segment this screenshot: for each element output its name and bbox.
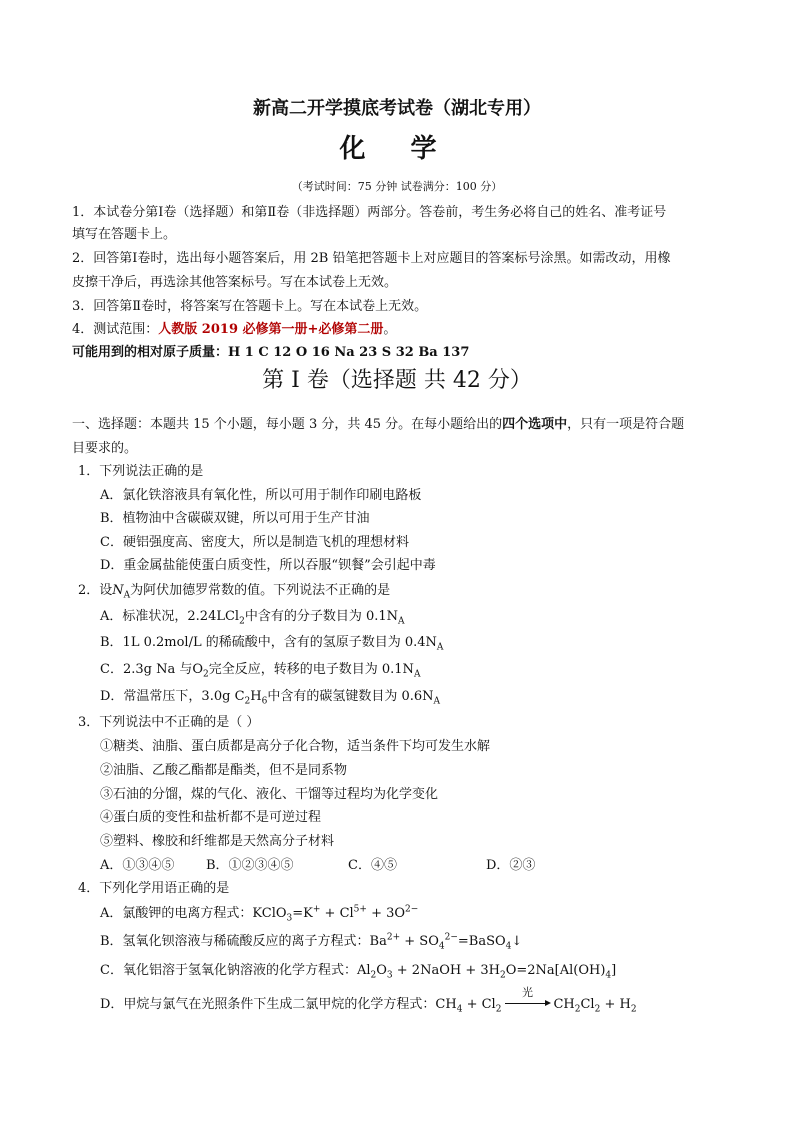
formula: + Cl	[462, 997, 496, 1012]
section-intro	[72, 416, 684, 434]
question-3-item-2: ②油脂、乙酸乙酯都是酯类，但不是同系物	[100, 763, 348, 778]
question-3-option-b: B．①②③④⑤	[206, 858, 294, 873]
opt-text: A．氯酸钾的电离方程式：KClO	[100, 906, 287, 921]
question-2-option-d	[100, 688, 440, 706]
question-2-stem	[78, 582, 390, 600]
opt-text: 完全反应，转移的电子数目为 0.1N	[208, 662, 414, 677]
scope-suffix: 。	[383, 322, 397, 337]
formula-sub: 2	[203, 669, 209, 680]
formula-sub: 4	[438, 941, 445, 952]
formula: O	[192, 662, 204, 677]
opt-text: B．1L 0.2mol/L 的稀硫酸中，含有的氢原子数目为 0.4N	[100, 635, 437, 650]
question-1-option-c: C．硬铝强度高、密度大，所以是制造飞机的理想材料	[100, 535, 409, 550]
opt-text: C．氧化铝溶于氢氧化钠溶液的化学方程式：Al	[100, 963, 371, 978]
formula-sub: 6	[261, 696, 268, 707]
formula: C	[234, 689, 245, 704]
question-3-stem: 3．下列说法中不正确的是（ ）	[78, 715, 260, 730]
formula-sup: 2−	[405, 904, 419, 915]
formula: Cl	[580, 997, 595, 1012]
note-line: 1．本试卷分第Ⅰ卷（选择题）和第Ⅱ卷（非选择题）两部分。答卷前，考生务必将自己的姓名、准考证号	[72, 205, 667, 220]
formula: + SO	[400, 934, 439, 949]
atomic-masses: 可能用到的相对原子质量：H 1 C 12 O 16 Na 23 S 32 Ba 137	[72, 345, 470, 360]
formula-sub: 2	[370, 970, 377, 981]
subject-heading: 化 学	[339, 134, 455, 164]
opt-text: 中含有的分子数目为 0.1N	[244, 609, 398, 624]
formula-sub: A	[433, 696, 441, 707]
formula-sub: 2	[574, 1004, 581, 1015]
opt-text: A．标准状况，2.24L	[100, 609, 225, 624]
opt-text: D．常温常压下，3.0g	[100, 689, 231, 704]
reaction-condition: 光	[521, 986, 533, 999]
question-1-option-b: B．植物油中含碳碳双键，所以可用于生产甘油	[100, 511, 370, 526]
formula-sub: 2	[244, 696, 251, 707]
intro-text: ，只有一项是符合题	[567, 417, 685, 432]
formula-sub: 4	[605, 970, 612, 981]
formula: =K	[292, 906, 313, 921]
formula: + Cl	[320, 906, 354, 921]
formula-sub: 3	[286, 913, 293, 924]
note-line: 2．回答第Ⅰ卷时，选出每小题答案后，用 2B 铅笔把答题卡上对应题目的答案标号涂黑。如需改动，用橡	[72, 251, 671, 266]
question-4-option-d	[100, 986, 637, 1015]
opt-text: 中含有的碳氢键数目为 0.6N	[267, 689, 434, 704]
formula-sub: 2	[594, 1004, 601, 1015]
test-scope	[72, 321, 396, 339]
formula-sub: 2	[239, 616, 245, 627]
question-4-option-a	[100, 905, 418, 923]
question-1-stem: 1．下列说法正确的是	[78, 464, 204, 479]
question-1-option-a: A．氯化铁溶液具有氧化性，所以可用于制作印刷电路板	[100, 488, 422, 503]
question-4-option-b	[100, 933, 522, 951]
intro-emphasis: 四个选项中	[502, 417, 568, 432]
scope-value: 人教版 2019 必修第一册+必修第二册	[158, 322, 384, 337]
section-intro-line2: 目要求的。	[72, 441, 138, 456]
formula-sup: 5+	[353, 904, 367, 915]
formula-sub: 4	[505, 941, 512, 952]
intro-text: 一、选择题：本题共 15 个小题，每小题 3 分，共 45 分。在每小题给出的	[72, 417, 503, 432]
question-3-item-1: ①糖类、油脂、蛋白质都是高分子化合物，适当条件下均可发生水解	[100, 739, 491, 754]
stem-text: 2．设	[78, 583, 113, 598]
opt-text: C．2.3g Na 与	[100, 662, 193, 677]
question-4-stem: 4．下列化学用语正确的是	[78, 881, 230, 896]
formula: Cl	[224, 609, 240, 624]
formula: + H	[600, 997, 631, 1012]
formula: ↓	[511, 934, 523, 949]
question-3-option-a: A．①③④⑤	[100, 858, 175, 873]
note-line: 皮擦干净后，再选涂其他答案标号。写在本试卷上无效。	[72, 275, 398, 290]
note-line: 3．回答第Ⅱ卷时，将答案写在答题卡上。写在本试卷上无效。	[72, 299, 428, 314]
var-na-sub: A	[123, 590, 131, 601]
question-3-option-c: C．④⑤	[348, 858, 397, 873]
formula-sup: +	[312, 904, 321, 915]
opt-text: B．氢氧化钡溶液与稀硫酸反应的离子方程式：Ba	[100, 934, 387, 949]
formula-sub: 2	[499, 970, 506, 981]
exam-title: 新高二开学摸底考试卷（湖北专用）	[253, 98, 541, 119]
opt-text: D．甲烷与氯气在光照条件下生成二氯甲烷的化学方程式：CH	[100, 997, 457, 1012]
formula-sub: A	[413, 669, 421, 680]
question-3-item-4: ④蛋白质的变性和盐析都不是可逆过程	[100, 810, 322, 825]
formula: + 3O	[366, 906, 406, 921]
formula-sub: A	[436, 642, 444, 653]
formula-sub: 4	[456, 1004, 463, 1015]
question-1-option-d: D．重金属盐能使蛋白质变性，所以吞服“钡餐”会引起中毒	[100, 558, 436, 573]
question-3-item-3: ③石油的分馏，煤的气化、液化、干馏等过程均为化学变化	[100, 787, 439, 802]
question-4-option-c	[100, 962, 616, 980]
formula: + 2NaOH + 3H	[392, 963, 500, 978]
formula-sup: 2−	[444, 932, 458, 943]
formula-sub: 2	[495, 1004, 502, 1015]
question-2-option-c	[100, 661, 420, 679]
stem-text: 为阿伏加德罗常数的值。下列说法不正确的是	[130, 583, 391, 598]
formula: CH	[553, 997, 575, 1012]
formula-sup: 2+	[386, 932, 401, 943]
reaction-arrow	[501, 986, 553, 1014]
question-2-option-b	[100, 634, 443, 652]
formula: O=2Na[Al(OH)	[505, 963, 606, 978]
var-na: N	[112, 583, 124, 598]
section-heading: 第 I 卷（选择题 共 42 分）	[262, 368, 532, 393]
formula: O	[376, 963, 387, 978]
question-2-option-a	[100, 608, 405, 626]
question-3-option-d: D．②③	[486, 858, 536, 873]
formula: =BaSO	[457, 934, 506, 949]
formula-sub: 2	[630, 1004, 637, 1015]
question-3-item-5: ⑤塑料、橡胶和纤维都是天然高分子材料	[100, 834, 335, 849]
formula-sub: 3	[386, 970, 393, 981]
arrow-icon	[505, 1003, 549, 1004]
formula-sub: A	[398, 616, 405, 627]
formula: H	[250, 689, 262, 704]
scope-prefix: 4．测试范围：	[72, 322, 159, 337]
exam-info: （考试时间：75 分钟 试卷满分：100 分）	[291, 180, 503, 193]
note-line: 填写在答题卡上。	[72, 227, 177, 242]
formula: ]	[611, 963, 617, 978]
